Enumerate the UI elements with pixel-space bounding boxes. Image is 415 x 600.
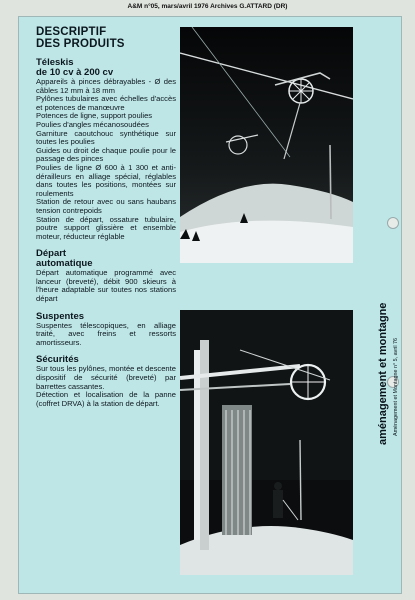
list-item: Guides ou droit de chaque poulie pour le passage des pinces <box>36 145 176 164</box>
list-item: Appareils à pinces débrayables - Ø des câbles 12 mm à 18 mm <box>36 77 176 95</box>
depart-text: Départ automatique programmé avec lanceur (breveté), débit 900 skieurs à l'heure adaptable sur toutes nos stations départ <box>36 268 176 304</box>
magazine-logo: aménagement et montagne <box>377 302 389 445</box>
magazine-issue-label: Aménagement et Montagne n° 5, avril 76 <box>393 337 399 437</box>
photo-ski-lift-cable-image <box>180 27 353 263</box>
magazine-sidebar <box>368 302 399 460</box>
list-item: Station de départ, ossature tubulaire, poutre support glissière et ensemble moteur, réducteur réglable <box>36 214 176 241</box>
document-title: DESCRIPTIF DES PRODUITS <box>36 26 125 50</box>
section-title-securites: Sécurités <box>36 354 79 366</box>
list-item: Poulies de ligne Ø 600 à 1 300 et anti-dérailleurs en alliage spécial, réglables dans toutes les positions, montées sur roulements <box>36 162 176 198</box>
suspentes-text: Suspentes télescopiques, en alliage traité, avec freins et ressorts amortisseurs. <box>36 320 176 347</box>
section-title-suspentes: Suspentes <box>36 310 85 322</box>
archive-header: A&M n°05, mars/avril 1976 Archives G.ATTARD (DR) <box>127 3 288 10</box>
binder-hole <box>387 217 399 229</box>
photo-ski-lift-station-image <box>180 310 353 575</box>
photo-ski-lift-cable <box>180 27 353 263</box>
list-item: Potences de ligne, support poulies <box>36 111 153 121</box>
teleskis-list <box>36 78 176 241</box>
text-column <box>36 26 176 408</box>
list-item: Pylônes tubulaires avec échelles d'accès et potences de manœuvre <box>36 94 176 112</box>
list-item: Station de retour avec ou sans haubans tension contrepoids <box>36 197 176 215</box>
securites-text: Sur tous les pylônes, montée et descente dispositif de sécurité (breveté) par barrettes cassantes. Détection et localisation de la panne (coffret DRVA) à la station de départ. <box>36 364 176 408</box>
photo-ski-lift-station <box>180 310 353 575</box>
section-title-depart: Départ automatique <box>36 248 93 270</box>
list-item: Poulies d'angles mécanosoudées <box>36 119 149 129</box>
section-title-teleskis: Téleskis de 10 cv à 200 cv <box>36 57 114 78</box>
list-item: Garniture caoutchouc synthétique sur toutes les poulies <box>36 128 176 147</box>
